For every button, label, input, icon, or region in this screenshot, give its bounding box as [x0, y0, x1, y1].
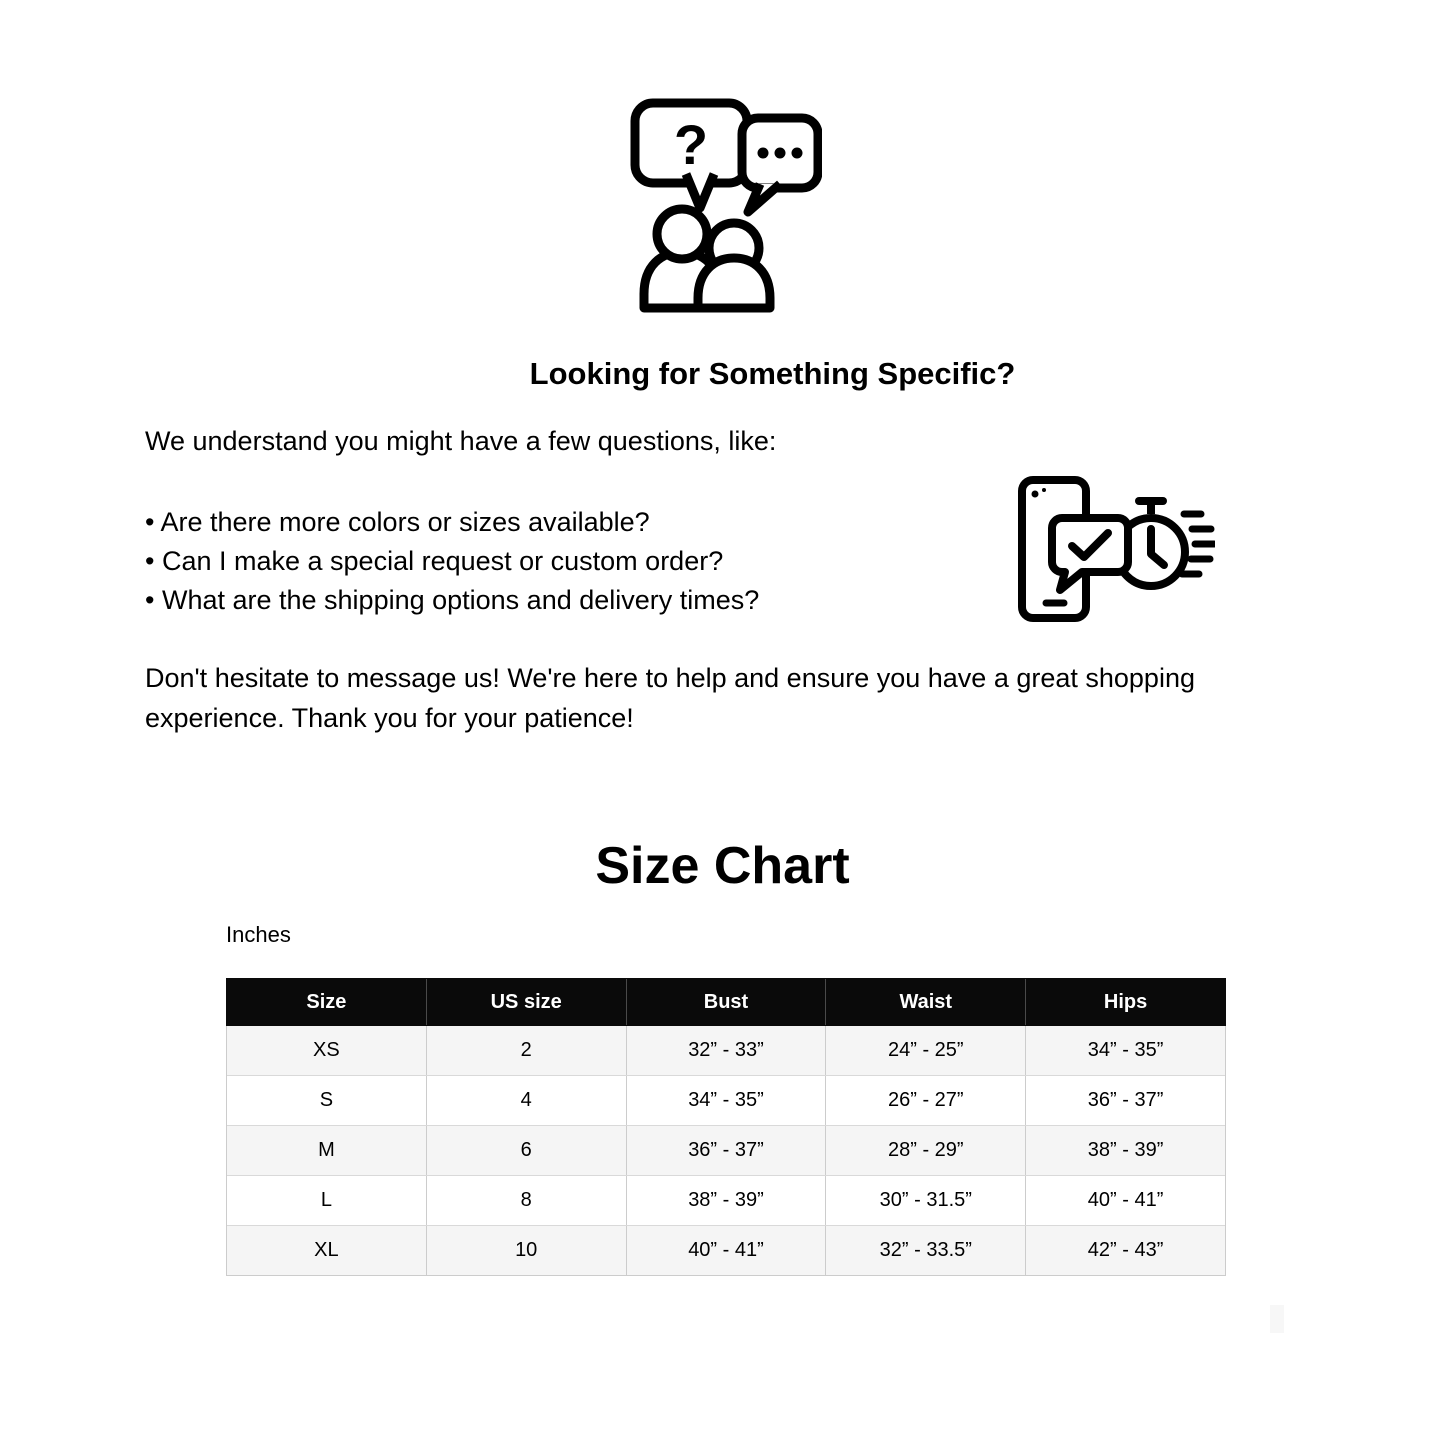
size-cell: 30” - 31.5”: [825, 1176, 1025, 1225]
closing-text-line: Don't hesitate to message us! We're here to help and ensure you have a great shopping: [145, 663, 1195, 693]
size-cell: 36” - 37”: [1025, 1076, 1225, 1125]
bullet-item: • What are the shipping options and delivery times?: [145, 585, 760, 615]
header-cell-us-size: US size: [426, 979, 626, 1025]
size-table-body: [227, 1026, 1225, 1275]
size-table-row-xl: [227, 1225, 1225, 1275]
size-cell: 42” - 43”: [1025, 1226, 1225, 1275]
header-cell-bust: Bust: [626, 979, 826, 1025]
header-cell-size: Size: [306, 990, 347, 1013]
size-cell: M: [318, 1139, 335, 1161]
size-cell: 34” - 35”: [626, 1076, 826, 1125]
size-cell: XS: [313, 1039, 340, 1061]
header-cell-hips: Hips: [1025, 979, 1225, 1025]
ellipsis-dots-glyph: [758, 148, 803, 159]
bullet-item: • Can I make a special request or custom order?: [145, 546, 724, 576]
phone-quick-response-stopwatch-icon: [1010, 474, 1215, 624]
size-cell: 24” - 25”: [825, 1026, 1025, 1075]
size-cell: S: [319, 1089, 334, 1111]
closing-text-line: experience. Thank you for your patience!: [145, 703, 634, 733]
size-cell: 32” - 33.5”: [825, 1226, 1025, 1275]
intro-text: We understand you might have a few questions, like:: [145, 426, 777, 456]
size-cell: 10: [426, 1226, 626, 1275]
size-cell: 38” - 39”: [626, 1176, 826, 1225]
stopwatch-hands: [1151, 529, 1164, 565]
size-table-row-xs: [227, 1026, 1225, 1075]
size-cell: 8: [426, 1176, 626, 1225]
size-table-row-l: [227, 1175, 1225, 1225]
size-cell: 36” - 37”: [626, 1126, 826, 1175]
size-cell: 40” - 41”: [626, 1226, 826, 1275]
watermark-smudge: [1270, 1305, 1284, 1333]
size-cell: 4: [426, 1076, 626, 1125]
bullet-list: [145, 503, 759, 620]
size-cell: 34” - 35”: [1025, 1026, 1225, 1075]
bullet-item: • Are there more colors or sizes available?: [145, 507, 650, 537]
size-cell: 26” - 27”: [825, 1076, 1025, 1125]
size-cell: 32” - 33”: [626, 1026, 826, 1075]
size-table-header: [226, 978, 1226, 1026]
size-cell: 2: [426, 1026, 626, 1075]
size-cell: 6: [426, 1126, 626, 1175]
size-table: [226, 978, 1226, 1276]
closing-text: [145, 658, 1195, 738]
size-cell: L: [320, 1189, 332, 1211]
size-table-row-m: [227, 1125, 1225, 1175]
size-cell: XL: [314, 1239, 339, 1261]
size-cell: 40” - 41”: [1025, 1176, 1225, 1225]
size-table-row-s: [227, 1075, 1225, 1125]
size-cell: 38” - 39”: [1025, 1126, 1225, 1175]
size-cell: 28” - 29”: [825, 1126, 1025, 1175]
units-label: Inches: [226, 922, 291, 947]
header-cell-waist: Waist: [825, 979, 1025, 1025]
help-heading: Looking for Something Specific?: [529, 356, 1016, 391]
chat-question-bubbles-people-icon: [628, 96, 822, 314]
size-chart-title: Size Chart: [595, 837, 850, 895]
question-mark-glyph: ?: [673, 113, 709, 176]
